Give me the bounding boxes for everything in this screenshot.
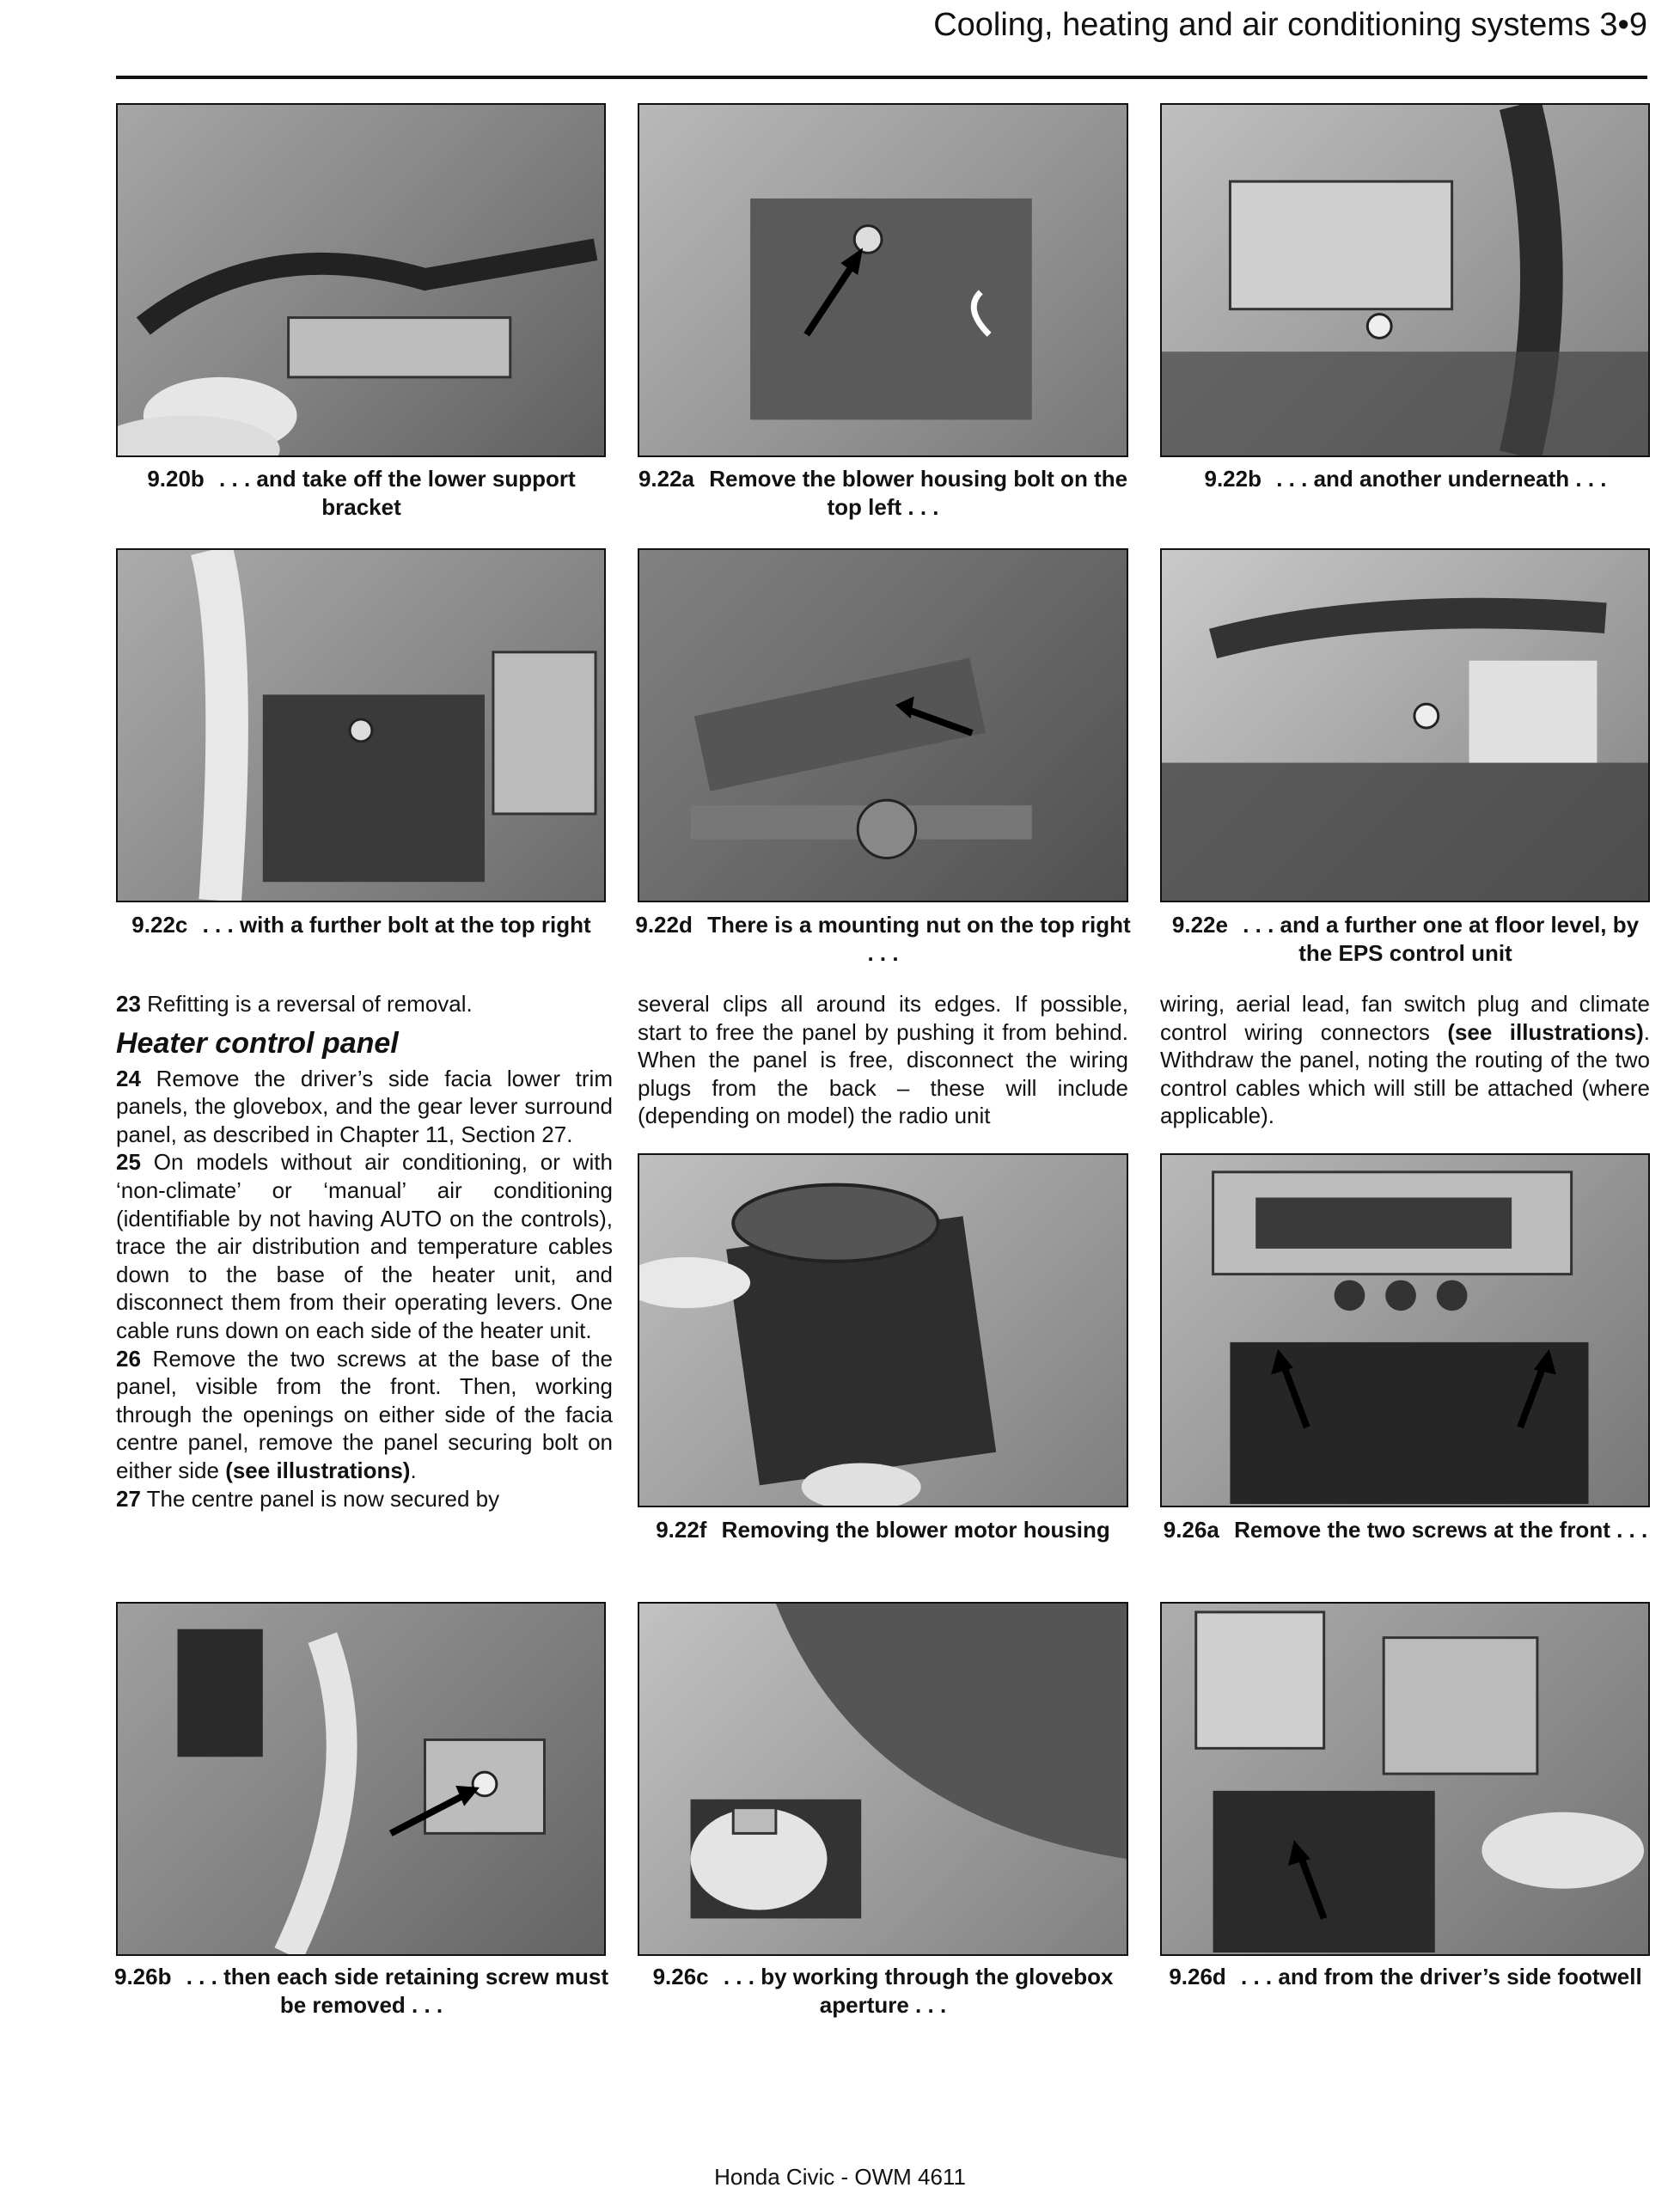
photo-9-22a — [638, 103, 1128, 457]
section-heading: Heater control panel — [116, 1026, 399, 1060]
paragraph-25: 25 On models without air conditioning, or with ‘non-climate’ or ‘manual’ air conditioning (identifiable by not having AUTO on the controls), trace the air distribution and temperature cables down to the base of the heater unit, and disconnect them from their operating levers. One cable runs down on each side of the heater unit. — [116, 1149, 613, 1343]
photo-9-26b — [116, 1602, 606, 1956]
paragraph-27: 27 The centre panel is now secured by — [116, 1485, 500, 1512]
caption-9-22e: 9.22e . . . and a further one at floor level, by the EPS control unit — [1171, 912, 1640, 966]
caption-9-22d: 9.22d There is a mounting nut on the top right . . . — [635, 912, 1131, 966]
caption-9-22a: 9.22a Remove the blower housing bolt on the top left . . . — [638, 466, 1128, 520]
paragraph-24: 24 Remove the driver’s side facia lower trim panels, the glovebox, and the gear lever surround panel, as described in Chapter 11, Section 27. — [116, 1065, 613, 1147]
paragraph-27-continued: several clips all around its edges. If possible, start to free the panel by pushing it from behind. When the panel is free, disconnect the wiring plugs from the back – these will include (depending on model) the radio unit — [638, 991, 1128, 1129]
photo-9-22c — [116, 548, 606, 902]
photo-9-22b — [1160, 103, 1650, 457]
caption-9-20b: 9.20b . . . and take off the lower support bracket — [147, 466, 576, 520]
caption-9-26a: 9.26a Remove the two screws at the front . . . — [1163, 1517, 1648, 1543]
caption-9-22c: 9.22c . . . with a further bolt at the top right — [131, 912, 591, 938]
photo-9-22e — [1160, 548, 1650, 902]
paragraph-23: 23 Refitting is a reversal of removal. — [116, 991, 473, 1017]
photo-9-22d — [638, 548, 1128, 902]
photo-9-20b — [116, 103, 606, 457]
photo-9-26c — [638, 1602, 1128, 1956]
caption-9-26c: 9.26c . . . by working through the glovebox aperture . . . — [652, 1964, 1114, 2018]
photo-9-22f — [638, 1153, 1128, 1507]
caption-9-22f: 9.22f Removing the blower motor housing — [656, 1517, 1110, 1543]
text-column-1 — [116, 990, 613, 1512]
photo-9-26d — [1160, 1602, 1650, 1956]
page-header-title: Cooling, heating and air conditioning systems 3•9 — [933, 7, 1647, 43]
caption-9-26b: 9.26b . . . then each side retaining screw must be removed . . . — [114, 1964, 608, 2018]
page-footer: Honda Civic - OWM 4611 — [714, 2164, 966, 2190]
caption-9-22b: 9.22b . . . and another underneath . . . — [1204, 466, 1607, 492]
header-rule — [116, 76, 1647, 79]
paragraph-27-end: wiring, aerial lead, fan switch plug and climate control wiring connectors (see illustrations). Withdraw the panel, noting the routing of the two control cables which will still be attached (where applicable). — [1160, 991, 1650, 1129]
text-column-2 — [638, 990, 1128, 1130]
page-header — [0, 0, 1680, 82]
text-column-3 — [1160, 990, 1650, 1130]
caption-9-26d: 9.26d . . . and from the driver’s side footwell — [1169, 1964, 1642, 1989]
photo-9-26a — [1160, 1153, 1650, 1507]
paragraph-26: 26 Remove the two screws at the base of the panel, visible from the front. Then, working through the openings on either side of the facia centre panel, remove the panel securing bolt on either side (see illustrations). — [116, 1345, 613, 1483]
